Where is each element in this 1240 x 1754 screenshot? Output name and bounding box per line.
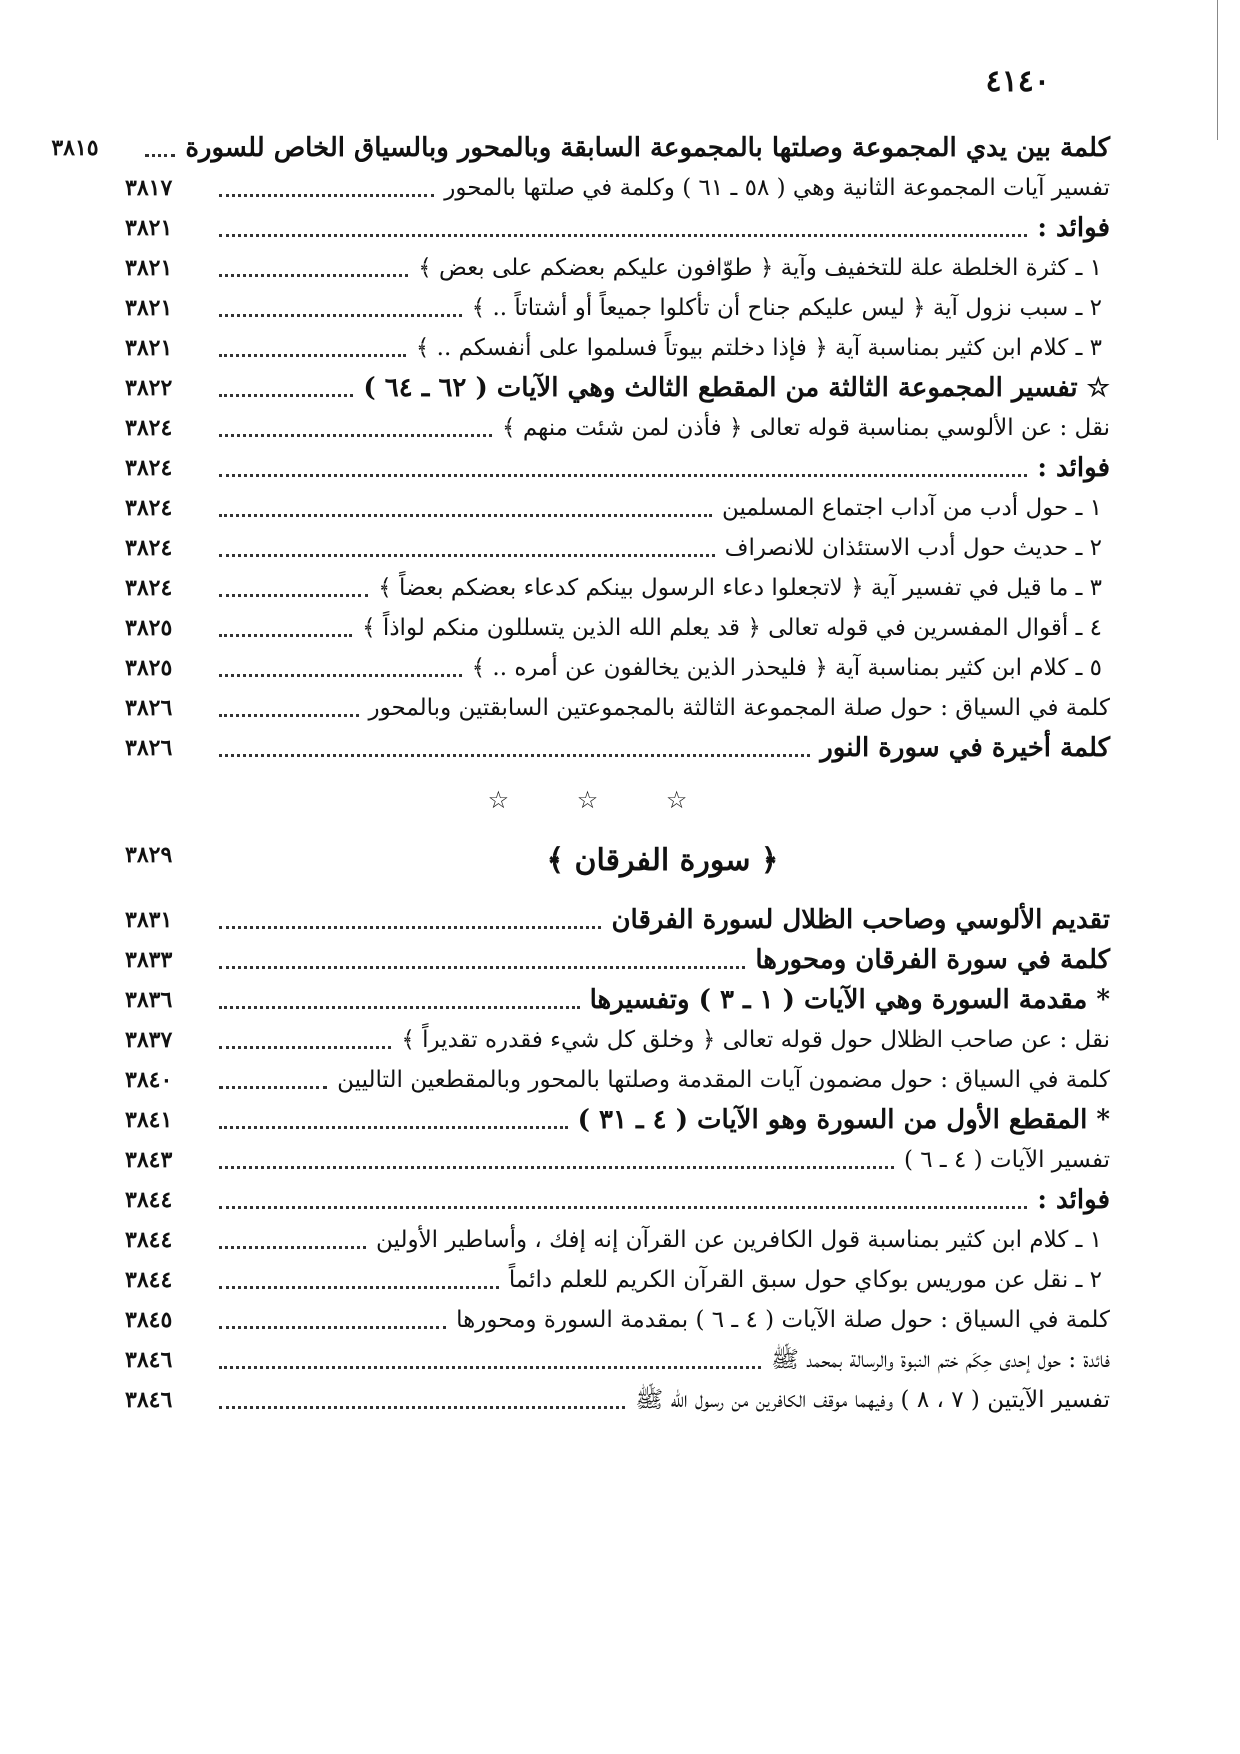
toc-entry-page: ٣٨٤٦: [125, 1387, 173, 1413]
toc-entry-title: * مقدمة السورة وهي الآيات ( ١ ـ ٣ ) وتفسيرها: [589, 985, 1110, 1015]
toc-leader-dots: [219, 554, 715, 557]
toc-leader-dots: [219, 1286, 499, 1289]
toc-leader-dots: [219, 754, 810, 757]
toc-entry-page: ٣٨٢١: [125, 335, 173, 361]
toc-entry-title: ٢ ـ سبب نزول آية ﴿ ليس عليكم جناح أن تأكلوا جميعاً أو أشتاتاً .. ﴾: [471, 295, 1102, 321]
toc-entry-page: ٣٨٤٤: [125, 1187, 173, 1213]
toc-entry[interactable]: [125, 1140, 1110, 1180]
toc-entry-title: تفسير آيات المجموعة الثانية وهي ( ٥٨ ـ ٦١ ) وكلمة في صلتها بالمحور: [444, 175, 1110, 201]
toc-entry-title: ٤ ـ أقوال المفسرين في قوله تعالى ﴿ قد يعلم الله الذين يتسللون منكم لواذاً ﴾: [362, 615, 1102, 641]
toc-entry-page: ٣٨٤٣: [125, 1147, 173, 1173]
toc-entry-page: ٣٨٢٥: [125, 655, 173, 681]
toc-entry-page: ٣٨٢٢: [125, 375, 173, 401]
toc-leader-dots: [219, 634, 352, 637]
toc-entry-page: ٣٨٢٤: [125, 415, 173, 441]
toc-entry-title: * المقطع الأول من السورة وهو الآيات ( ٤ ـ ٣١ ): [577, 1105, 1110, 1135]
toc-leader-dots: [219, 234, 1027, 237]
toc-entry[interactable]: [125, 648, 1110, 688]
toc-entry-title: ٥ ـ كلام ابن كثير بمناسبة آية ﴿ فليحذر الذين يخالفون عن أمره .. ﴾: [471, 655, 1102, 681]
toc-entry-title: فوائد :: [1037, 453, 1110, 483]
toc-entry[interactable]: [125, 208, 1110, 248]
toc-entry-page: ٣٨٢٦: [125, 695, 173, 721]
toc-leader-dots: [219, 1126, 568, 1129]
toc-entry[interactable]: [125, 448, 1110, 488]
toc-entry[interactable]: [51, 128, 1110, 168]
toc-entry[interactable]: [125, 328, 1110, 368]
toc-entry[interactable]: [125, 980, 1110, 1020]
toc-leader-dots: [219, 434, 492, 437]
toc-leader-dots: [219, 1246, 366, 1249]
toc-leader-dots: [219, 474, 1027, 477]
toc-entry[interactable]: [125, 488, 1110, 528]
toc-entry-page: ٣٨٤٥: [125, 1307, 173, 1333]
toc-entry-title: ١ ـ حول أدب من آداب اجتماع المسلمين: [721, 495, 1102, 521]
toc-leader-dots: [219, 1166, 894, 1169]
toc-entry[interactable]: [125, 408, 1110, 448]
toc-leader-dots: [219, 314, 462, 317]
toc-entry[interactable]: [125, 368, 1110, 408]
surah-page-number: ٣٨٢٩: [125, 842, 173, 868]
toc-entry-title: ١ ـ كلام ابن كثير بمناسبة قول الكافرين عن القرآن إنه إفك ، وأساطير الأولين: [376, 1227, 1102, 1253]
toc-leader-dots: [219, 1206, 1027, 1209]
toc-entry-page: ٣٨٢٤: [125, 455, 173, 481]
toc-leader-dots: [219, 594, 368, 597]
toc-leader-dots: [145, 154, 175, 157]
toc-entry-title: تقديم الألوسي وصاحب الظلال لسورة الفرقان: [611, 905, 1110, 935]
toc-entry-page: ٣٨٤٤: [125, 1267, 173, 1293]
toc-entry-page: ٣٨٤٦: [125, 1347, 173, 1373]
toc-entry[interactable]: [125, 1020, 1110, 1060]
toc-entry-page: ٣٨٢١: [125, 295, 173, 321]
toc-entry-title: ٣ ـ ما قيل في تفسير آية ﴿ لاتجعلوا دعاء الرسول بينكم كدعاء بعضكم بعضاً ﴾: [378, 575, 1102, 601]
toc-entry[interactable]: [125, 1380, 1110, 1420]
toc-entry-page: ٣٨٢١: [125, 215, 173, 241]
toc-entry[interactable]: [125, 1260, 1110, 1300]
toc-entry-title: ٢ ـ نقل عن موريس بوكاي حول سبق القرآن الكريم للعلم دائماً: [508, 1267, 1102, 1293]
toc-leader-dots: [219, 274, 408, 277]
toc-leader-dots: [219, 1406, 625, 1409]
toc-entry-page: ٣٨١٧: [125, 175, 173, 201]
toc-entry[interactable]: [125, 1300, 1110, 1340]
surah-heading[interactable]: [125, 832, 1110, 890]
surah-title: ﴿ سورة الفرقان ﴾: [546, 843, 779, 878]
toc-leader-dots: [219, 1326, 446, 1329]
toc-leader-dots: [219, 674, 462, 677]
page-edge-line: [1217, 0, 1218, 140]
toc-entry-title: نقل : عن الألوسي بمناسبة قوله تعالى ﴿ فأذن لمن شئت منهم ﴾: [502, 415, 1110, 441]
toc-leader-dots: [219, 1086, 327, 1089]
toc-leader-dots: [219, 926, 601, 929]
toc-entry-page: ٣٨٣٦: [125, 987, 173, 1013]
toc-entry-title: فوائد :: [1037, 213, 1110, 243]
toc-entry[interactable]: [125, 288, 1110, 328]
toc-entry[interactable]: [125, 1180, 1110, 1220]
toc-entry-title: فائدة : حول إحدى حِكَم ختم النبوة والرسالة بمحمد ﷺ: [771, 1347, 1110, 1373]
toc-entry-title: كلمة في سورة الفرقان ومحورها: [755, 945, 1110, 975]
toc-section-1: [51, 128, 1110, 768]
toc-entry-title: فوائد :: [1037, 1185, 1110, 1215]
toc-entry[interactable]: [125, 168, 1110, 208]
toc-entry-title: كلمة في السياق : حول صلة المجموعة الثالثة بالمجموعتين السابقتين وبالمحور: [368, 695, 1110, 721]
toc-entry-page: ٣٨٢٤: [125, 495, 173, 521]
toc-entry-page: ٣٨٢٤: [125, 535, 173, 561]
toc-entry-title: كلمة في السياق : حول صلة الآيات ( ٤ ـ ٦ ) بمقدمة السورة ومحورها: [456, 1307, 1110, 1333]
toc-entry-page: ٣٨٣١: [125, 907, 173, 933]
toc-entry-page: ٣٨٣٧: [125, 1027, 173, 1053]
toc-leader-dots: [219, 194, 434, 197]
toc-entry-page: ٣٨٤٤: [125, 1227, 173, 1253]
toc-entry-title: كلمة أخيرة في سورة النور: [820, 733, 1110, 763]
toc-entry-page: ٣٨١٥: [51, 135, 99, 161]
toc-entry-title: ٢ ـ حديث حول أدب الاستئذان للانصراف: [724, 535, 1102, 561]
toc-entry-title: تفسير الآيات ( ٤ ـ ٦ ): [903, 1147, 1110, 1173]
toc-entry[interactable]: [125, 528, 1110, 568]
toc-entry[interactable]: [125, 568, 1110, 608]
toc-leader-dots: [219, 714, 359, 717]
toc-leader-dots: [219, 1366, 761, 1369]
toc-entry[interactable]: [125, 1220, 1110, 1260]
toc-entry-title: نقل : عن صاحب الظلال حول قوله تعالى ﴿ وخلق كل شيء فقدره تقديراً ﴾: [401, 1027, 1110, 1053]
toc-entry[interactable]: [125, 940, 1110, 980]
toc-entry-page: ٣٨٢٤: [125, 575, 173, 601]
toc-entry-page: ٣٨٤١: [125, 1107, 173, 1133]
toc-entry-page: ٣٨٢١: [125, 255, 173, 281]
toc-entry-page: ٣٨٢٦: [125, 735, 173, 761]
toc-entry[interactable]: [125, 900, 1110, 940]
toc-entry-title: كلمة بين يدي المجموعة وصلتها بالمجموعة السابقة وبالمحور وبالسياق الخاص للسورة: [185, 133, 1110, 163]
toc-leader-dots: [219, 1006, 580, 1009]
toc-leader-dots: [219, 966, 745, 969]
toc-entry-title: كلمة في السياق : حول مضمون آيات المقدمة وصلتها بالمحور وبالمقطعين التاليين: [337, 1067, 1110, 1093]
toc-entry-title: ١ ـ كثرة الخلطة علة للتخفيف وآية ﴿ طوّافون عليكم بعضكم على بعض ﴾: [418, 255, 1102, 281]
toc-leader-dots: [219, 394, 353, 397]
page-number: ٤١٤٠: [985, 64, 1050, 99]
toc-section-2: [125, 900, 1110, 1420]
table-of-contents: [51, 128, 1110, 1420]
toc-entry-title: ٣ ـ كلام ابن كثير بمناسبة آية ﴿ فإذا دخلتم بيوتاً فسلموا على أنفسكم .. ﴾: [415, 335, 1102, 361]
toc-entry-title: ☆ تفسير المجموعة الثالثة من المقطع الثالث وهي الآيات ( ٦٢ ـ ٦٤ ): [363, 373, 1110, 403]
toc-entry[interactable]: [125, 1340, 1110, 1380]
toc-entry[interactable]: [125, 248, 1110, 288]
toc-entry[interactable]: [125, 688, 1110, 728]
toc-leader-dots: [219, 354, 406, 357]
toc-entry-page: ٣٨٣٣: [125, 947, 173, 973]
toc-entry[interactable]: [125, 1060, 1110, 1100]
toc-leader-dots: [219, 1046, 391, 1049]
toc-entry[interactable]: [125, 608, 1110, 648]
toc-entry-page: ٣٨٢٥: [125, 615, 173, 641]
toc-leader-dots: [219, 514, 712, 517]
toc-entry[interactable]: [125, 1100, 1110, 1140]
toc-entry[interactable]: [125, 728, 1110, 768]
section-separator-stars: ☆ ☆ ☆: [487, 786, 718, 814]
toc-entry-title: تفسير الآيتين ( ٧ ، ٨ ) وفيهما موقف الكافرين من رسول الله ﷺ: [635, 1387, 1110, 1413]
toc-entry-page: ٣٨٤٠: [125, 1067, 173, 1093]
